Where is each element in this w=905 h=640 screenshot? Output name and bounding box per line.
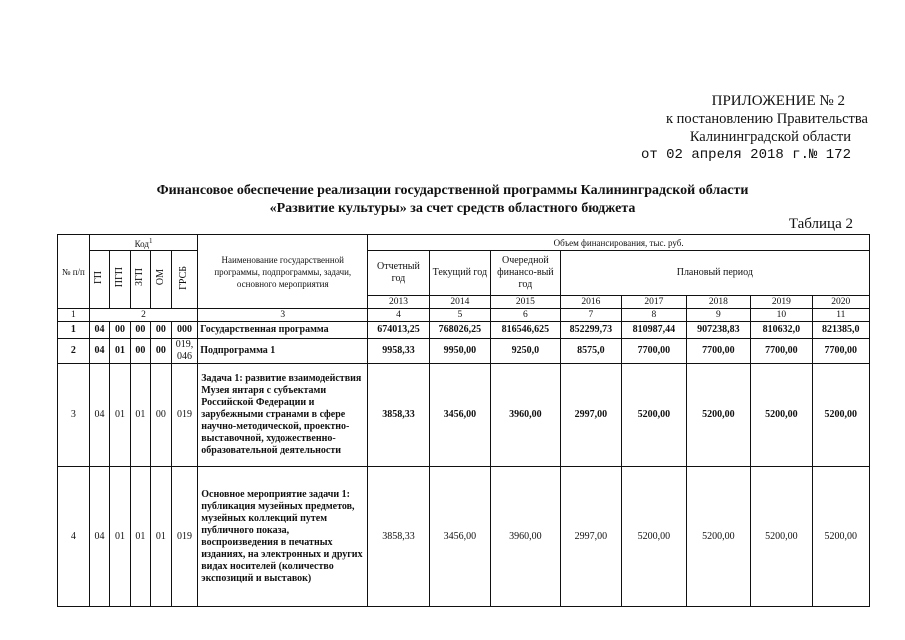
code-om: 00: [151, 322, 171, 339]
row-name: Государственная программа: [198, 322, 368, 339]
row-number: 3: [58, 364, 90, 467]
code-pgp: 01: [110, 467, 130, 607]
value-cell: 9958,33: [368, 339, 429, 364]
table-header-row: [58, 235, 870, 251]
value-cell: 816546,625: [491, 322, 561, 339]
code-group-label: Код: [134, 239, 149, 249]
year-cell: 2017: [622, 296, 687, 309]
row-number: 2: [58, 339, 90, 364]
value-cell: 810987,44: [622, 322, 687, 339]
value-cell: 3456,00: [429, 467, 490, 607]
code-grsb: 019: [171, 467, 198, 607]
value-cell: 7700,00: [751, 339, 812, 364]
index-cell: 6: [491, 309, 561, 322]
value-cell: 7700,00: [686, 339, 751, 364]
value-cell: 9950,00: [429, 339, 490, 364]
col-header-report-year: Отчетный год: [368, 251, 429, 296]
table-row: [58, 339, 870, 364]
value-cell: 9250,0: [491, 339, 561, 364]
col-header-current-year: Текущий год: [429, 251, 490, 296]
value-cell: 768026,25: [429, 322, 490, 339]
value-cell: 5200,00: [751, 364, 812, 467]
value-cell: 7700,00: [622, 339, 687, 364]
col-header-name: Наименование государственной программы, подпрограммы, задачи, основного мероприятия: [198, 235, 368, 309]
year-cell: 2020: [812, 296, 869, 309]
code-om: 00: [151, 364, 171, 467]
code-grsb: 019: [171, 364, 198, 467]
row-name: Задача 1: развитие взаимодействия Музея янтаря с субъектами Российской Федерации и зарубежными странами в сфере научно-методической, проектно-выставочной, художественно-образовательной деятельности: [198, 364, 368, 467]
value-cell: 5200,00: [812, 467, 869, 607]
value-cell: 3456,00: [429, 364, 490, 467]
row-number: 1: [58, 322, 90, 339]
value-cell: 907238,83: [686, 322, 751, 339]
value-cell: 5200,00: [686, 467, 751, 607]
code-zgp: 01: [130, 467, 150, 607]
value-cell: 7700,00: [812, 339, 869, 364]
financing-table: [57, 234, 870, 607]
appendix-line-date: от 02 апреля 2018 г.№ 172: [640, 147, 851, 163]
value-cell: 3858,33: [368, 364, 429, 467]
index-cell: 4: [368, 309, 429, 322]
appendix-line-region: Калининградской области: [689, 129, 851, 145]
index-cell: 8: [622, 309, 687, 322]
appendix-title: ПРИЛОЖЕНИЕ № 2: [711, 93, 845, 109]
value-cell: 5200,00: [751, 467, 812, 607]
table-label: Таблица 2: [788, 216, 853, 232]
code-pgp: 01: [110, 339, 130, 364]
row-number: 4: [58, 467, 90, 607]
code-om: 00: [151, 339, 171, 364]
index-cell: 10: [751, 309, 812, 322]
value-cell: 2997,00: [560, 364, 621, 467]
index-cell: 5: [429, 309, 490, 322]
table-row: [58, 322, 870, 339]
index-cell: 7: [560, 309, 621, 322]
code-grsb: 000: [171, 322, 198, 339]
value-cell: 8575,0: [560, 339, 621, 364]
value-cell: 5200,00: [622, 364, 687, 467]
code-footnote-marker: 1: [148, 237, 153, 245]
code-gp: 04: [89, 339, 109, 364]
code-om: 01: [151, 467, 171, 607]
code-zgp: 01: [130, 364, 150, 467]
year-cell: 2014: [429, 296, 490, 309]
col-header-code-group: [89, 235, 198, 251]
col-header-zgp: ЗГП: [130, 251, 150, 309]
document-title-line1: Финансовое обеспечение реализации государственной программы Калининградской области: [156, 183, 749, 198]
table-header-row: [58, 251, 870, 296]
col-header-next-year: Очередной финансо-вый год: [491, 251, 561, 296]
col-header-volume: Объем финансирования, тыс. руб.: [368, 235, 870, 251]
code-grsb: 019, 046: [171, 339, 198, 364]
appendix-line-resolution: к постановлению Правительства: [666, 111, 868, 127]
value-cell: 3960,00: [491, 364, 561, 467]
code-zgp: 00: [130, 339, 150, 364]
value-cell: 852299,73: [560, 322, 621, 339]
code-gp: 04: [89, 467, 109, 607]
table-row: [58, 364, 870, 467]
code-pgp: 01: [110, 364, 130, 467]
col-header-grsb: ГРСБ: [171, 251, 198, 309]
table-index-row: [58, 309, 870, 322]
value-cell: 810632,0: [751, 322, 812, 339]
row-name: Основное мероприятие задачи 1: публикация музейных предметов, музейных коллекций путем публичного показа, воспроизведения в печатных изданиях, на электронных и других видах носителей (количество экспозиций и выставок): [198, 467, 368, 607]
code-gp: 04: [89, 322, 109, 339]
index-cell: 9: [686, 309, 751, 322]
code-zgp: 00: [130, 322, 150, 339]
value-cell: 5200,00: [686, 364, 751, 467]
col-header-om: ОМ: [151, 251, 171, 309]
value-cell: 5200,00: [812, 364, 869, 467]
year-cell: 2018: [686, 296, 751, 309]
col-header-number: № п/п: [58, 235, 90, 309]
document-title-line2: «Развитие культуры» за счет средств областного бюджета: [269, 201, 636, 216]
value-cell: 3858,33: [368, 467, 429, 607]
code-gp: 04: [89, 364, 109, 467]
value-cell: 3960,00: [491, 467, 561, 607]
value-cell: 821385,0: [812, 322, 869, 339]
year-cell: 2019: [751, 296, 812, 309]
index-cell: 1: [58, 309, 90, 322]
row-name: Подпрограмма 1: [198, 339, 368, 364]
value-cell: 674013,25: [368, 322, 429, 339]
index-cell: 3: [198, 309, 368, 322]
col-header-pgp: ПГП: [110, 251, 130, 309]
year-cell: 2016: [560, 296, 621, 309]
year-cell: 2015: [491, 296, 561, 309]
code-pgp: 00: [110, 322, 130, 339]
col-header-gp: ГП: [89, 251, 109, 309]
value-cell: 5200,00: [622, 467, 687, 607]
col-header-plan-period: Плановый период: [560, 251, 869, 296]
value-cell: 2997,00: [560, 467, 621, 607]
index-cell: 11: [812, 309, 869, 322]
index-cell: 2: [89, 309, 198, 322]
year-cell: 2013: [368, 296, 429, 309]
table-row: [58, 467, 870, 607]
